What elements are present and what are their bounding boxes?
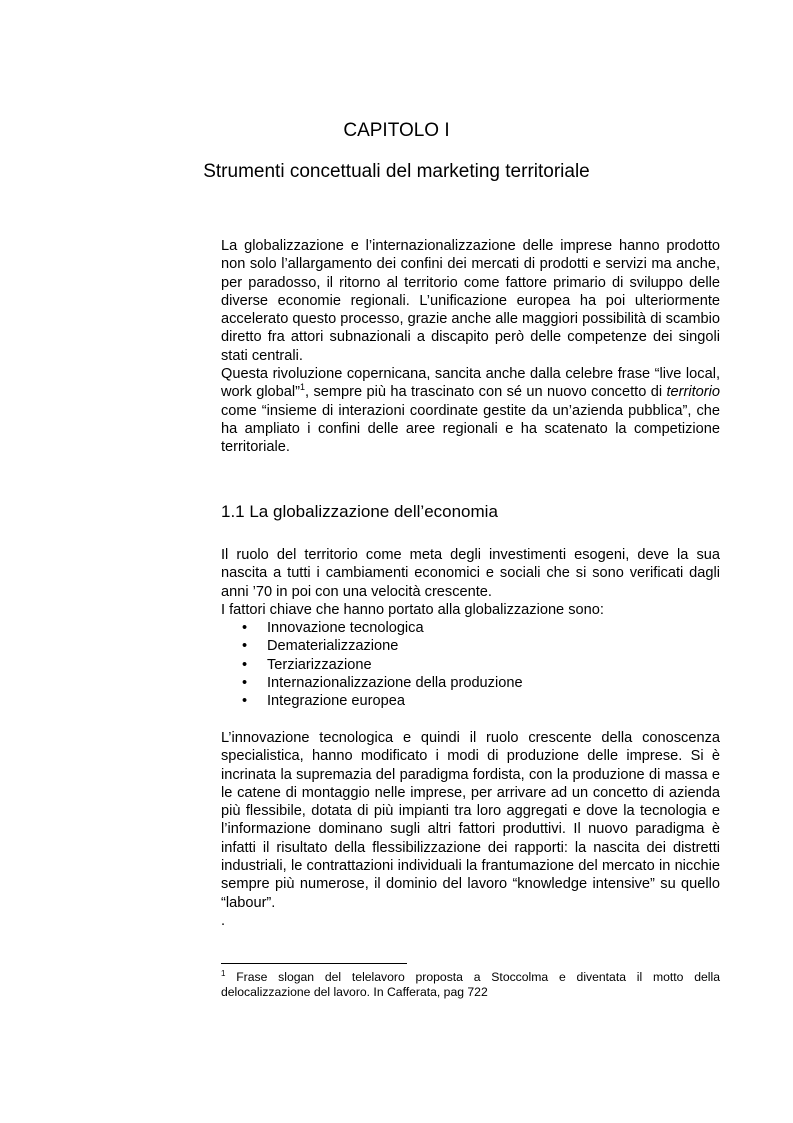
trailing-dot: . <box>221 912 226 929</box>
intro-paragraph-2-part2: , sempre più ha trascinato con sé un nuovo concetto di <box>305 384 667 401</box>
list-item <box>221 656 720 674</box>
list-item <box>221 692 720 710</box>
section-body <box>221 546 720 711</box>
list-item-label: Internazionalizzazione della produzione <box>267 675 523 692</box>
bullet-icon: • <box>242 620 248 637</box>
intro-block <box>221 237 720 457</box>
list-item <box>221 637 720 655</box>
chapter-title: CAPITOLO I <box>343 120 450 141</box>
footnote-reference: 1 <box>300 382 306 393</box>
footnote-divider <box>221 963 407 964</box>
list-item-label: Dematerializzazione <box>267 638 399 655</box>
intro-paragraph-2-part1: Questa rivoluzione copernicana, sancita anche dalla celebre frase “live local, work global” <box>221 366 720 401</box>
intro-paragraph-2-part3: come “insieme di interazioni coordinate gestite da un’azienda pubblica”, che ha ampliato i confini delle aree regionali e ha scatenato la competizione territoriale. <box>221 402 720 456</box>
bullet-icon: • <box>242 675 248 692</box>
list-item-label: Integrazione europea <box>267 693 405 710</box>
list-item <box>221 619 720 637</box>
intro-paragraph-2 <box>221 365 720 456</box>
section-paragraph-1: Il ruolo del territorio come meta degli investimenti esogeni, deve la sua nascita a tutti i cambiamenti economici e sociali che si sono verificati dagli anni ’70 in poi con una velocità crescente. <box>221 547 720 600</box>
factors-list <box>221 619 720 710</box>
chapter-subtitle: Strumenti concettuali del marketing territoriale <box>203 161 590 182</box>
list-item <box>221 674 720 692</box>
section-body-2 <box>221 729 720 930</box>
footnote-number: 1 <box>221 969 226 978</box>
section-heading: 1.1 La globalizzazione dell’economia <box>221 502 498 521</box>
list-item-label: Innovazione tecnologica <box>267 620 424 637</box>
section-paragraph-2: L’innovazione tecnologica e quindi il ruolo crescente della conoscenza specialistica, hanno modificato i modi di produzione delle imprese. Si è incrinata la supremazia del paradigma fordista, con la produzione di massa e le catene di montaggio nelle imprese, per arrivare ad un concetto di azienda più flessibile, dotata di più impianti tra loro aggregati e dove la tecnologia e l’informazione dominano sugli altri fattori produttivi. Il nuovo paradigma è infatti il risultato della flessibilizzazione dei rapporti: la nascita dei distretti industriali, le contrattazioni individuali la frantumazione del mercato in nicchie sempre più numerose, il dominio del lavoro “knowledge intensive” su quello “labour”. <box>221 730 720 911</box>
territorio-italic: territorio <box>666 384 720 401</box>
factors-intro: I fattori chiave che hanno portato alla globalizzazione sono: <box>221 601 604 618</box>
footnote <box>221 970 720 1001</box>
list-item-label: Terziarizzazione <box>267 656 372 673</box>
bullet-icon: • <box>242 693 248 710</box>
bullet-icon: • <box>242 638 248 655</box>
bullet-icon: • <box>242 656 248 673</box>
intro-paragraph-1: La globalizzazione e l’internazionalizzazione delle imprese hanno prodotto non solo l’allargamento dei confini dei mercati di prodotti e servizi ma anche, per paradosso, il ritorno al territorio come fattore primario di sviluppo delle diverse economie regionali. L’unificazione europea ha poi ulteriormente accelerato questo processo, grazie anche alle maggiori possibilità di scambio diretto fra attori subnazionali a discapito però delle competenze dei singoli stati centrali. <box>221 238 720 364</box>
footnote-text: Frase slogan del telelavoro proposta a Stoccolma e diventata il motto della delocalizzazione del lavoro. In Cafferata, pag 722 <box>221 970 720 1000</box>
